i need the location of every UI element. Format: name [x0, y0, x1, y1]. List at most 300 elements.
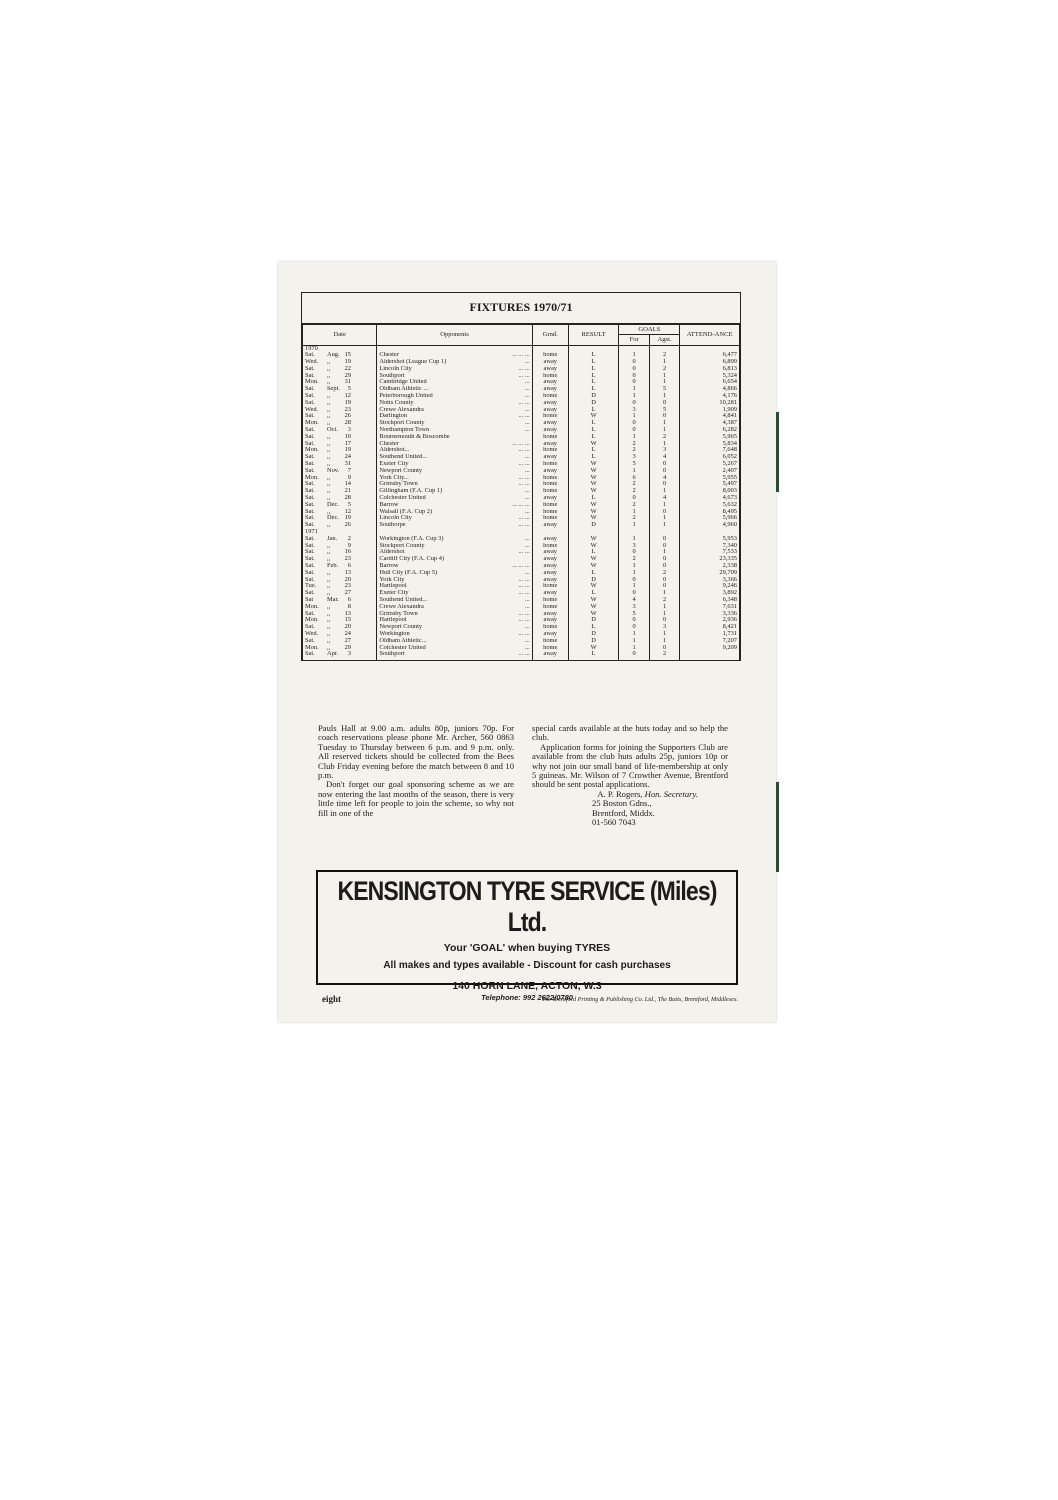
fixture-result: L [568, 352, 619, 359]
goals-against: 1 [649, 611, 679, 618]
fixture-attendance: 9,246 [680, 583, 740, 590]
fixture-attendance: 1,731 [680, 631, 740, 638]
goals-against: 1 [649, 379, 679, 386]
opponent-name: Peterborough United [379, 393, 433, 400]
fixture-opponent [377, 393, 532, 400]
goals-for: 2 [619, 502, 649, 509]
opponent-name: York City [379, 576, 405, 583]
fixture-result: W [568, 645, 619, 652]
goals-against: 1 [649, 373, 679, 380]
leader-dots: ... [524, 624, 530, 631]
fixture-month: ,, [327, 379, 331, 386]
fixture-attendance: 5,497 [680, 481, 740, 488]
fixture-ground: home [532, 488, 568, 495]
fixture-date: 13 [344, 610, 351, 617]
fixture-day: Mon. [305, 644, 319, 651]
fixture-date: 24 [344, 454, 351, 461]
fixture-day: Sat. [305, 488, 315, 495]
fixture-date: 9 [347, 474, 351, 481]
header-result: RESULT [568, 325, 619, 346]
opponent-name: Barrow [379, 501, 399, 508]
fixture-day: Wed. [305, 630, 319, 637]
leader-dots: ... [524, 467, 530, 474]
fixture-result: L [568, 447, 619, 454]
address-line-1: 25 Boston Gdns., [592, 798, 652, 809]
opponent-name: Hull City (F.A. Cup 5) [379, 569, 438, 576]
fixture-opponent [377, 651, 532, 660]
opponent-name: Workington (F.A. Cup 3) [379, 535, 444, 542]
fixture-date [303, 366, 377, 373]
fixture-opponent [377, 556, 532, 563]
fixture-date: 10 [344, 433, 351, 440]
fixture-month: Apr. [327, 651, 339, 658]
fixture-day: Sat. [305, 501, 315, 508]
fixture-ground: home [532, 481, 568, 488]
advert-tagline: Your 'GOAL' when buying TYRES [443, 942, 611, 954]
fixture-opponent [377, 407, 532, 414]
goals-against: 5 [649, 386, 679, 393]
leader-dots: ... [524, 535, 530, 542]
fixture-date: 15 [344, 617, 351, 624]
goals-against: 0 [649, 400, 679, 407]
fixture-result: W [568, 583, 619, 590]
fixture-date [303, 522, 377, 529]
goals-for: 0 [619, 366, 649, 373]
fixture-row [303, 502, 740, 509]
goals-against: 4 [649, 495, 679, 502]
fixture-ground: home [532, 604, 568, 611]
goals-for: 0 [619, 590, 649, 597]
opponent-name: Cambridge United [379, 379, 427, 386]
fixture-date [303, 617, 377, 624]
fixture-ground: away [532, 468, 568, 475]
empty-cell [377, 345, 532, 352]
fixture-ground: away [532, 427, 568, 434]
goals-for: 5 [619, 461, 649, 468]
fixture-result: L [568, 549, 619, 556]
fixture-date: 19 [344, 447, 351, 454]
fixture-ground: away [532, 441, 568, 448]
goals-for: 1 [619, 522, 649, 529]
fixture-ground: home [532, 638, 568, 645]
fixture-day: Sat. [305, 433, 315, 440]
fixture-row [303, 495, 740, 502]
goals-for: 0 [619, 651, 649, 660]
goals-for: 1 [619, 413, 649, 420]
fixture-date [303, 400, 377, 407]
fixture-attendance: 4,176 [680, 393, 740, 400]
opponent-name: Barrow [379, 563, 399, 569]
leader-dots: ... [524, 393, 530, 400]
fixture-opponent [377, 400, 532, 407]
fixture-opponent [377, 638, 532, 645]
fixture-row [303, 468, 740, 475]
fixture-day: Mon. [305, 474, 319, 481]
fixture-date [303, 481, 377, 488]
fixture-row [303, 488, 740, 495]
goals-against: 2 [649, 366, 679, 373]
fixture-month: ,, [327, 556, 331, 563]
opponent-name: Aldershot [379, 549, 405, 556]
fixture-attendance: 7,648 [680, 447, 740, 454]
goals-against: 1 [649, 488, 679, 495]
fixture-day: Sat. [305, 365, 315, 372]
fixture-row [303, 434, 740, 441]
fixture-date: 12 [344, 508, 351, 515]
fixture-row [303, 543, 740, 550]
fixture-ground: away [532, 570, 568, 577]
year-label: 1971 [303, 529, 377, 536]
fixture-row [303, 515, 740, 522]
programme-page [278, 262, 776, 1022]
goals-for: 1 [619, 386, 649, 393]
header-goals: GOALS [619, 325, 680, 335]
empty-cell [377, 529, 532, 536]
fixture-date [303, 638, 377, 645]
opponent-name: Southend United... [379, 596, 428, 603]
fixture-date: 17 [344, 440, 351, 447]
fixture-month: ,, [327, 644, 331, 651]
fixture-result: W [568, 481, 619, 488]
goals-for: 0 [619, 359, 649, 366]
fixture-month: ,, [327, 495, 331, 502]
fixtures-body [303, 345, 740, 660]
fixture-attendance: 5,953 [680, 536, 740, 543]
fixture-date: 23 [344, 556, 351, 563]
leader-dots: ... ... ... [512, 352, 530, 359]
goals-for: 1 [619, 434, 649, 441]
opponent-name: Crewe Alexandra [379, 406, 424, 413]
fixture-result: W [568, 536, 619, 543]
goals-against: 1 [649, 522, 679, 529]
fixture-row [303, 386, 740, 393]
opponent-name: Newport County [379, 467, 423, 474]
fixture-row [303, 441, 740, 448]
fixture-ground: home [532, 502, 568, 509]
fixture-date [303, 509, 377, 516]
fixture-result: W [568, 556, 619, 563]
goals-for: 3 [619, 407, 649, 414]
fixture-date [303, 624, 377, 631]
fixture-day: Sat. [305, 542, 315, 549]
goals-against: 4 [649, 454, 679, 461]
fixture-day: Sat. [305, 515, 315, 522]
opponent-name: Notts County [379, 399, 414, 406]
fixture-row [303, 624, 740, 631]
goals-against: 0 [649, 413, 679, 420]
fixture-result: L [568, 386, 619, 393]
fixture-attendance: 4,673 [680, 495, 740, 502]
goals-against: 0 [649, 583, 679, 590]
opponent-name: Colchester United [379, 644, 426, 651]
fixture-result: L [568, 495, 619, 502]
opponent-name: Exeter City [379, 461, 409, 468]
fixture-day: Sat [305, 596, 314, 603]
fixture-month: ,, [327, 637, 331, 644]
fixture-result: W [568, 563, 619, 570]
fixture-row [303, 651, 740, 660]
fixture-month: ,, [327, 590, 331, 597]
fixtures-table [302, 324, 740, 660]
coach-travel-paragraph: Pauls Hall at 9.00 a.m. adults 80p, juniors 70p. For coach reservations please phone Mr. Archer, 560 0863 Tuesday to Thursday between 6 p.m. and 9 p.m. only. All reserved tickets should be collected from the Bees Club Friday evening before the match between 8 and 10 p.m. [318, 723, 514, 781]
fixture-day: Sat. [305, 549, 315, 556]
fixture-day: Sat. [305, 624, 315, 631]
fixture-day: Sat. [305, 454, 315, 461]
opponent-name: Southport [379, 651, 405, 658]
fixture-date: 27 [344, 637, 351, 644]
goals-against: 0 [649, 461, 679, 468]
leader-dots: ... [524, 454, 530, 461]
opponent-name: Walsall (F.A. Cup 2) [379, 508, 433, 515]
goals-for: 5 [619, 611, 649, 618]
fixture-day: Sat. [305, 651, 315, 658]
fixture-row [303, 549, 740, 556]
goals-against: 0 [649, 509, 679, 516]
notes-left-column [318, 724, 514, 827]
fixture-date [303, 461, 377, 468]
fixture-opponent [377, 515, 532, 522]
fixture-date [303, 563, 377, 570]
fixture-date [303, 570, 377, 577]
goals-for: 4 [619, 597, 649, 604]
fixture-opponent [377, 468, 532, 475]
fixtures-table-box [301, 292, 741, 661]
fixture-day: Sat. [305, 508, 315, 515]
fixture-result: L [568, 366, 619, 373]
fixture-opponent [377, 420, 532, 427]
fixture-row [303, 413, 740, 420]
fixture-date: 13 [344, 569, 351, 576]
leader-dots: ... ... [518, 590, 530, 597]
fixture-row [303, 393, 740, 400]
fixture-ground: home [532, 413, 568, 420]
goals-against: 0 [649, 481, 679, 488]
fixture-ground: away [532, 611, 568, 618]
fixture-date: 21 [344, 488, 351, 495]
fixture-date [303, 434, 377, 441]
fixture-attendance: 5,267 [680, 461, 740, 468]
fixture-result: L [568, 373, 619, 380]
goals-for: 3 [619, 543, 649, 550]
fixture-month: ,, [327, 576, 331, 583]
fixture-day: Sat. [305, 610, 315, 617]
fixture-opponent [377, 352, 532, 359]
fixture-opponent [377, 577, 532, 584]
fixture-date: 6 [347, 563, 351, 569]
fixture-attendance: 8,003 [680, 488, 740, 495]
fixture-date [303, 495, 377, 502]
fixture-opponent [377, 379, 532, 386]
leader-dots: ... [524, 488, 530, 495]
fixture-ground: away [532, 617, 568, 624]
fixture-date [303, 543, 377, 550]
supporters-club-notes [318, 724, 728, 827]
fixture-row [303, 590, 740, 597]
fixture-attendance: 1,909 [680, 407, 740, 414]
goals-against: 0 [649, 468, 679, 475]
fixture-month: ,, [327, 610, 331, 617]
fixture-date: 19 [344, 399, 351, 406]
fixture-date: 26 [344, 522, 351, 529]
fixture-row [303, 556, 740, 563]
goals-against: 1 [649, 427, 679, 434]
opponent-name: Crewe Alexandra [379, 603, 424, 610]
leader-dots: ... ... [518, 610, 530, 617]
fixture-opponent [377, 386, 532, 393]
special-cards-paragraph: special cards available at the huts today and so help the club. [532, 723, 728, 743]
fixture-row [303, 583, 740, 590]
opponent-name: Stockport County [379, 420, 425, 427]
goals-for: 0 [619, 420, 649, 427]
printer-credit: The Brentford Printing & Publishing Co. Ltd., The Butts, Brentford, Middlesex. [541, 996, 738, 1003]
fixture-attendance [680, 651, 740, 660]
leader-dots: ... ... [518, 399, 530, 406]
fixture-opponent [377, 434, 532, 441]
fixture-date: 31 [344, 379, 351, 386]
leader-dots: ... [524, 637, 530, 644]
fixture-attendance: 3,892 [680, 590, 740, 597]
fixture-ground: home [532, 352, 568, 359]
fixture-attendance: 5,324 [680, 373, 740, 380]
fixture-opponent [377, 590, 532, 597]
fixture-row [303, 563, 740, 570]
fixture-attendance: 5,966 [680, 515, 740, 522]
binding-edge [776, 412, 779, 492]
goals-against: 2 [649, 434, 679, 441]
fixture-result: D [568, 631, 619, 638]
goals-against: 1 [649, 393, 679, 400]
empty-cell [619, 529, 649, 536]
fixture-opponent [377, 631, 532, 638]
fixture-date [303, 413, 377, 420]
fixture-ground: home [532, 434, 568, 441]
fixture-date: 26 [344, 413, 351, 420]
fixture-row [303, 373, 740, 380]
fixture-opponent [377, 617, 532, 624]
fixture-result: W [568, 543, 619, 550]
fixture-row [303, 509, 740, 516]
goals-for: 0 [619, 549, 649, 556]
goals-against: 1 [649, 359, 679, 366]
opponent-name: Oldham Athletic ... [379, 386, 429, 393]
fixture-attendance: 2,338 [680, 563, 740, 570]
fixture-day: Sat. [305, 637, 315, 644]
year-row [303, 529, 740, 536]
fixture-date [303, 651, 377, 660]
fixture-opponent [377, 359, 532, 366]
header-ground: Grnd. [532, 325, 568, 346]
fixture-row [303, 536, 740, 543]
leader-dots: ... ... ... [512, 440, 530, 447]
goals-for: 1 [619, 563, 649, 570]
fixture-opponent [377, 495, 532, 502]
fixture-result: L [568, 651, 619, 660]
fixture-ground: away [532, 556, 568, 563]
leader-dots: ... [524, 427, 530, 434]
header-date: Date [303, 325, 377, 346]
leader-dots: ... ... ... [512, 563, 530, 569]
goals-against: 4 [649, 475, 679, 482]
page-number: eight [322, 994, 341, 1004]
fixture-date: 8 [347, 603, 351, 610]
fixture-date: 16 [344, 549, 351, 556]
fixture-result: W [568, 611, 619, 618]
fixture-date: 9 [347, 542, 351, 549]
fixture-row [303, 447, 740, 454]
goals-for: 1 [619, 570, 649, 577]
fixture-date [303, 515, 377, 522]
goals-for: 2 [619, 481, 649, 488]
fixture-day: Sat. [305, 399, 315, 406]
notes-right-column [532, 724, 728, 827]
leader-dots: ... [524, 379, 530, 386]
opponent-name: Northampton Town [379, 427, 430, 434]
fixture-result: W [568, 502, 619, 509]
fixture-date [303, 475, 377, 482]
opponent-name: Aldershot... [379, 447, 410, 454]
fixture-opponent [377, 522, 532, 529]
leader-dots: ... ... [518, 522, 530, 529]
fixture-attendance: 6,052 [680, 454, 740, 461]
fixture-opponent [377, 645, 532, 652]
fixture-day: Sat. [305, 535, 315, 542]
fixture-date: 5 [347, 386, 351, 393]
fixture-opponent [377, 624, 532, 631]
fixture-month: ,, [327, 393, 331, 400]
fixture-date [303, 420, 377, 427]
fixture-attendance: 4,866 [680, 386, 740, 393]
secretary-title: Hon. Secretary. [644, 788, 698, 799]
fixture-attendance: 4,841 [680, 413, 740, 420]
fixture-month: Aug. [327, 352, 340, 359]
fixture-date: 19 [344, 359, 351, 366]
fixture-date [303, 352, 377, 359]
fixture-month: ,, [327, 433, 331, 440]
opponent-name: Newport County [379, 624, 423, 631]
empty-cell [619, 345, 649, 352]
fixture-attendance: 9,209 [680, 645, 740, 652]
goals-for: 0 [619, 495, 649, 502]
fixture-date: 3 [347, 427, 351, 434]
goals-against: 1 [649, 638, 679, 645]
fixture-result: L [568, 454, 619, 461]
leader-dots: ... [524, 596, 530, 603]
fixture-month: ,, [327, 583, 331, 590]
header-goals-for: For [619, 335, 649, 345]
goal-sponsoring-paragraph: Don't forget our goal sponsoring scheme as we are now entering the last months of the season, there is very little time left for people to join the scheme, so why not fill in one of the [318, 779, 514, 818]
fixture-result: W [568, 441, 619, 448]
fixture-date: 27 [344, 590, 351, 597]
fixture-day: Sat. [305, 576, 315, 583]
leader-dots: ... [524, 406, 530, 413]
opponent-name: Lincoln City [379, 515, 412, 522]
leader-dots: ... [524, 386, 530, 393]
fixture-day: Sat. [305, 569, 315, 576]
fixture-month: Dec. [327, 515, 339, 522]
empty-cell [649, 529, 679, 536]
goals-for: 1 [619, 638, 649, 645]
fixture-day: Sat. [305, 481, 315, 488]
leader-dots: ... ... [518, 413, 530, 420]
fixture-result: D [568, 617, 619, 624]
fixture-attendance: 7,207 [680, 638, 740, 645]
fixture-month: ,, [327, 617, 331, 624]
goals-for: 0 [619, 427, 649, 434]
fixture-date: 29 [344, 372, 351, 379]
fixture-day: Sat. [305, 386, 315, 393]
fixture-day: Sat. [305, 467, 315, 474]
fixture-row [303, 522, 740, 529]
